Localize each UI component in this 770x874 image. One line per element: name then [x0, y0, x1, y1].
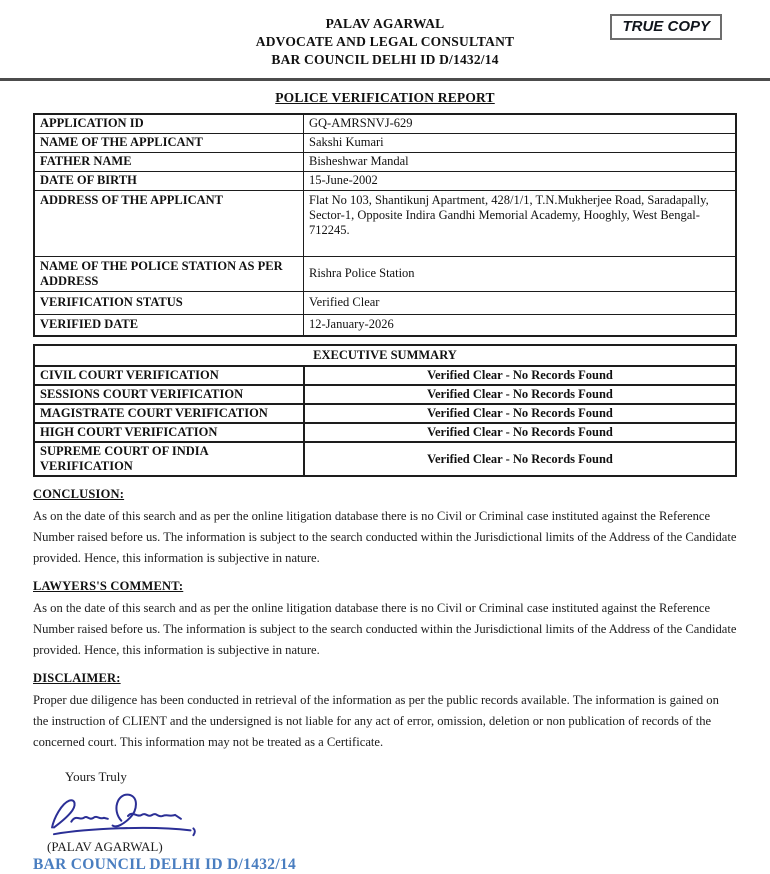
table-row: [34, 152, 736, 171]
table-row: [34, 114, 736, 133]
table-row: [34, 291, 736, 314]
row-label: VERIFICATION STATUS: [34, 291, 304, 314]
table-row: [34, 385, 736, 404]
row-value: Verified Clear - No Records Found: [304, 385, 736, 404]
lawyers-comment-text: As on the date of this search and as per the online litigation database there is no Civil or Criminal case instituted against the Reference Number raised before us. The information is subject to the search conducted within the Jurisdictional limits of the Address of the Candidate provided. Hence, this information is subjective in nature.: [33, 601, 737, 657]
executive-summary-table: [33, 344, 737, 477]
row-label: SUPREME COURT OF INDIA VERIFICATION: [34, 442, 304, 476]
row-label: ADDRESS OF THE APPLICANT: [34, 190, 304, 256]
header-divider: [0, 78, 770, 81]
document-body: [33, 113, 737, 874]
table-row: [34, 133, 736, 152]
conclusion-heading: CONCLUSION:: [33, 487, 125, 501]
letterhead-designation: ADVOCATE AND LEGAL CONSULTANT: [255, 34, 515, 49]
table-row: [34, 314, 736, 336]
page-title: POLICE VERIFICATION REPORT: [275, 90, 495, 105]
table-row: [34, 404, 736, 423]
table-row: [34, 423, 736, 442]
table-row: [34, 442, 736, 476]
row-label: NAME OF THE APPLICANT: [34, 133, 304, 152]
closing-text: Yours Truly: [65, 769, 127, 784]
table-row: [34, 256, 736, 291]
row-label: DATE OF BIRTH: [34, 171, 304, 190]
row-value: Rishra Police Station: [304, 256, 737, 291]
row-value: 15-June-2002: [304, 171, 737, 190]
row-value: Verified Clear - No Records Found: [304, 404, 736, 423]
true-copy-stamp: TRUE COPY: [610, 14, 722, 40]
summary-header-row: [34, 345, 736, 366]
row-label: MAGISTRATE COURT VERIFICATION: [34, 404, 304, 423]
row-label: SESSIONS COURT VERIFICATION: [34, 385, 304, 404]
conclusion-text: As on the date of this search and as per the online litigation database there is no Civil or Criminal case instituted against the Reference Number raised before us. The information is subject to the search conducted within the Jurisdictional limits of the Address of the Candidate provided. Hence, this information is subjective in nature.: [33, 509, 737, 565]
table-row: [34, 366, 736, 385]
row-value: Verified Clear - No Records Found: [304, 423, 736, 442]
row-label: APPLICATION ID: [34, 114, 304, 133]
row-value: Verified Clear - No Records Found: [304, 442, 736, 476]
letterhead-name: PALAV AGARWAL: [325, 16, 445, 31]
table-row: [34, 171, 736, 190]
row-value: Bisheshwar Mandal: [304, 152, 737, 171]
lawyers-comment-section: [33, 579, 737, 661]
letterhead-bar-id: BAR COUNCIL DELHI ID D/1432/14: [271, 52, 499, 67]
row-label: FATHER NAME: [34, 152, 304, 171]
row-value: Flat No 103, Shantikunj Apartment, 428/1/1, T.N.Mukherjee Road, Saradapally, Sector-1, Opposite Indira Gandhi Memorial Academy, Hooghly, West Bengal-712245.: [304, 190, 737, 256]
row-value: Sakshi Kumari: [304, 133, 737, 152]
row-value: Verified Clear: [304, 291, 737, 314]
disclaimer-section: [33, 671, 737, 753]
bar-council-id: BAR COUNCIL DELHI ID D/1432/14: [33, 856, 297, 873]
conclusion-section: [33, 487, 737, 569]
signer-name: (PALAV AGARWAL): [47, 839, 163, 854]
row-label: VERIFIED DATE: [34, 314, 304, 336]
row-label: HIGH COURT VERIFICATION: [34, 423, 304, 442]
row-value: GQ-AMRSNVJ-629: [304, 114, 737, 133]
table-row: [34, 190, 736, 256]
lawyers-comment-heading: LAWYERS'S COMMENT:: [33, 579, 184, 593]
applicant-details-table: [33, 113, 737, 337]
row-value: Verified Clear - No Records Found: [304, 366, 736, 385]
row-value: 12-January-2026: [304, 314, 737, 336]
disclaimer-heading: DISCLAIMER:: [33, 671, 121, 685]
row-label: NAME OF THE POLICE STATION AS PER ADDRESS: [34, 256, 304, 291]
handwritten-signature-icon: [41, 789, 737, 839]
row-label: CIVIL COURT VERIFICATION: [34, 366, 304, 385]
summary-title: EXECUTIVE SUMMARY: [34, 345, 736, 366]
disclaimer-text: Proper due diligence has been conducted in retrieval of the information as per the public records available. The information is gained on the instruction of CLIENT and the undersigned is not liable for any act of error, omission, deletion or non publication of records of the concerned court. This information may not be treated as a Certificate.: [33, 693, 719, 749]
